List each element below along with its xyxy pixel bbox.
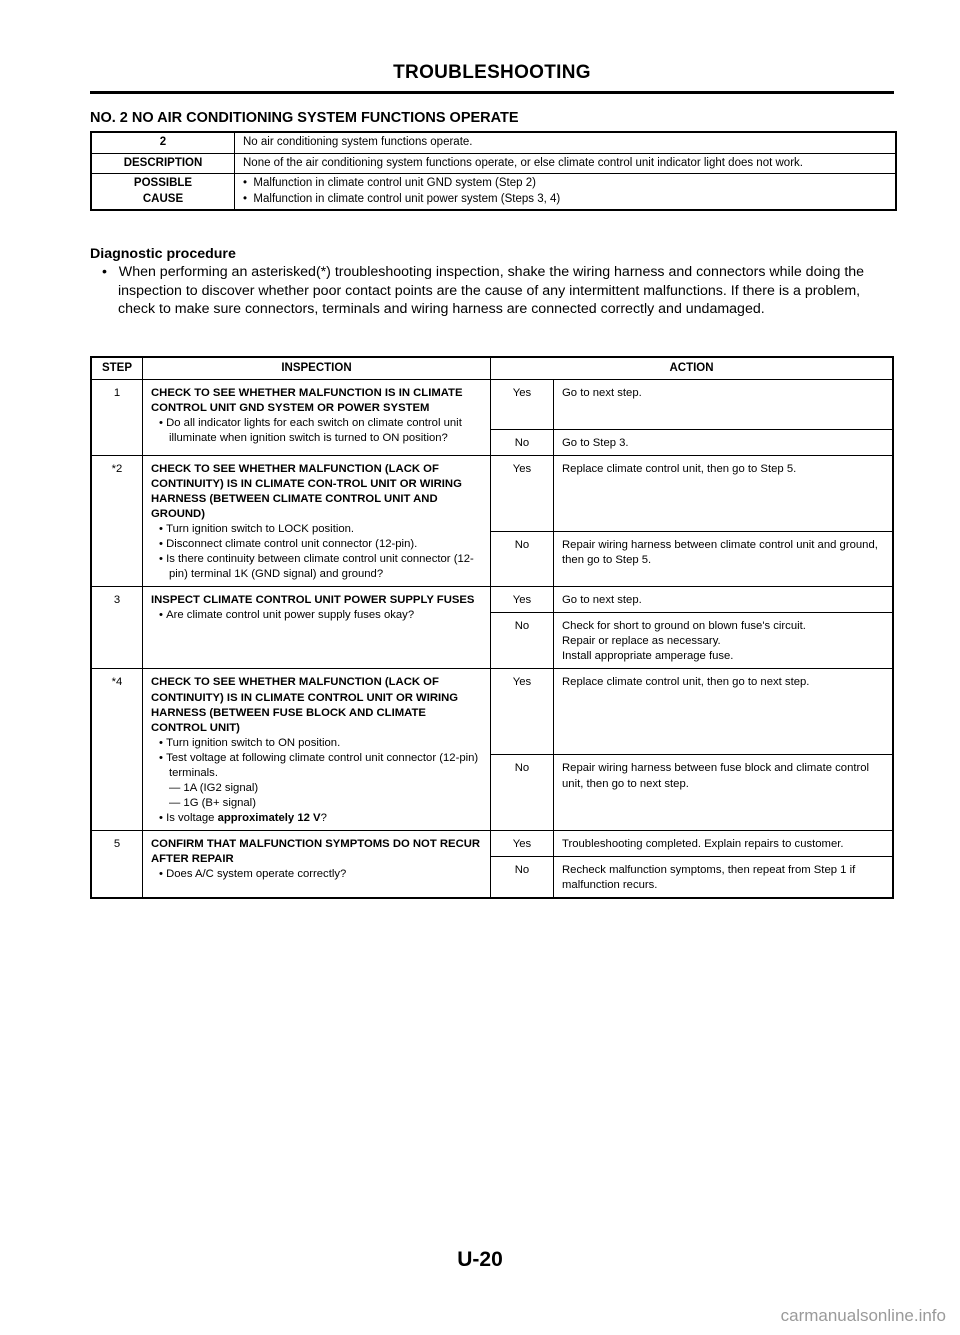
bullet-prefix: Is voltage <box>166 811 218 824</box>
inspection-bullet: • Turn ignition switch to LOCK position. <box>151 522 484 537</box>
no-action <box>554 613 894 669</box>
summary-row-description <box>91 153 896 174</box>
possible-cause-list <box>235 174 897 211</box>
no-label: No <box>491 532 554 587</box>
step-number: *2 <box>91 456 143 587</box>
no-label: No <box>491 856 554 898</box>
description-text: None of the air conditioning system functions operate, or else climate control unit indicator light does not work. <box>235 153 897 174</box>
diagnostic-note: • When performing an asterisked(*) troubleshooting inspection, shake the wiring harness and connectors while doing the inspection to discover whether poor contact points are the cause of any intermittent malfunctions. If there is a problem, check to make sure connectors, terminals and wiring harness are connected correctly and undamaged. <box>90 263 896 318</box>
inspection-bullet <box>151 811 484 826</box>
no-label: No <box>491 613 554 669</box>
step-number: 5 <box>91 830 143 898</box>
inspection-bullet: • Disconnect climate control unit connector (12-pin). <box>151 537 484 552</box>
yes-label: Yes <box>491 669 554 755</box>
cause-label-line-2: CAUSE <box>142 192 184 205</box>
no-action: Recheck malfunction symptoms, then repeat from Step 1 if malfunction recurs. <box>554 856 894 898</box>
no-action-line: Check for short to ground on blown fuse's circuit. <box>562 620 806 633</box>
diagnostic-procedure <box>90 245 896 319</box>
step-2-yes-row <box>91 456 893 532</box>
diagnostic-title: Diagnostic procedure <box>90 246 236 262</box>
inspection-bullet: • Turn ignition switch to ON position. <box>151 736 484 751</box>
procedure-header-row <box>91 357 893 380</box>
step-3-yes-row <box>91 587 893 613</box>
terminal-line: — 1G (B+ signal) <box>169 796 256 809</box>
step-inspection <box>143 669 491 830</box>
step-4-yes-row <box>91 669 893 755</box>
step-inspection <box>143 380 491 456</box>
no-action-line: Install appropriate amperage fuse. <box>562 650 734 663</box>
step-inspection <box>143 587 491 669</box>
summary-row-number <box>91 132 896 153</box>
step-inspection <box>143 456 491 587</box>
page-number: U-20 <box>457 1248 503 1271</box>
step-1-yes-row <box>91 380 893 430</box>
procedure-table <box>90 356 894 899</box>
terminal-line: — 1A (IG2 signal) <box>169 781 259 794</box>
inspection-bullet: • Do all indicator lights for each switch on climate control unit illuminate when ignition switch is turned to ON position? <box>151 416 484 446</box>
header-rule <box>90 91 894 94</box>
step-number: 3 <box>91 587 143 669</box>
summary-table <box>90 131 897 211</box>
no-action: Go to Step 3. <box>554 430 894 456</box>
header-action: ACTION <box>491 357 894 380</box>
inspection-title: INSPECT CLIMATE CONTROL UNIT POWER SUPPLY FUSES <box>151 594 475 607</box>
inspection-bullet: • Is there continuity between climate control unit connector (12-pin) terminal 1K (GND signal) and ground? <box>151 552 484 582</box>
inspection-title: CHECK TO SEE WHETHER MALFUNCTION (LACK OF CONTINUITY) IS IN CLIMATE CONTROL UNIT OR WIRING HARNESS (BETWEEN FUSE BLOCK AND CLIMATE CONTROL UNIT) <box>151 676 459 734</box>
inspection-bullet: • Are climate control unit power supply fuses okay? <box>151 608 484 623</box>
section-title: NO. 2 NO AIR CONDITIONING SYSTEM FUNCTIONS OPERATE <box>90 110 519 126</box>
yes-label: Yes <box>491 587 554 613</box>
inspection-title: CHECK TO SEE WHETHER MALFUNCTION (LACK OF CONTINUITY) IS IN CLIMATE CON-TROL UNIT OR WIRING HARNESS (BETWEEN CLIMATE CONTROL UNIT AND GROUND) <box>151 463 462 521</box>
yes-action: Troubleshooting completed. Explain repairs to customer. <box>554 830 894 856</box>
yes-action: Go to next step. <box>554 380 894 430</box>
yes-action: Replace climate control unit, then go to Step 5. <box>554 456 894 532</box>
no-action: Repair wiring harness between fuse block and climate control unit, then go to next step. <box>554 755 894 830</box>
step-5-yes-row <box>91 830 893 856</box>
cause-item: • Malfunction in climate control unit power system (Steps 3, 4) <box>243 192 887 208</box>
header-step: STEP <box>91 357 143 380</box>
summary-number-cell: 2 <box>91 132 235 153</box>
description-label: DESCRIPTION <box>91 153 235 174</box>
step-number: *4 <box>91 669 143 830</box>
cause-label-line-1: POSSIBLE <box>133 177 193 190</box>
inspection-title: CHECK TO SEE WHETHER MALFUNCTION IS IN CLIMATE CONTROL UNIT GND SYSTEM OR POWER SYSTEM <box>151 387 463 415</box>
inspection-bullet: • Test voltage at following climate control unit connector (12-pin) terminals. <box>151 751 484 781</box>
yes-label: Yes <box>491 830 554 856</box>
bullet-suffix: ? <box>320 811 327 824</box>
no-label: No <box>491 430 554 456</box>
header-inspection: INSPECTION <box>143 357 491 380</box>
inspection-bullet: • Does A/C system operate correctly? <box>151 867 484 882</box>
cause-item: • Malfunction in climate control unit GND system (Step 2) <box>243 176 887 192</box>
bullet-bold-value: approximately 12 V <box>217 811 321 824</box>
step-number: 1 <box>91 380 143 456</box>
yes-action: Go to next step. <box>554 587 894 613</box>
watermark: carmanualsonline.info <box>780 1306 946 1325</box>
yes-label: Yes <box>491 456 554 532</box>
possible-cause-label <box>91 174 235 211</box>
yes-action: Replace climate control unit, then go to next step. <box>554 669 894 755</box>
no-label: No <box>491 755 554 830</box>
no-action-line: Repair or replace as necessary. <box>562 635 721 648</box>
step-inspection <box>143 830 491 898</box>
no-action: Repair wiring harness between climate control unit and ground, then go to Step 5. <box>554 532 894 587</box>
summary-row-cause <box>91 174 896 211</box>
yes-label: Yes <box>491 380 554 430</box>
inspection-title: CONFIRM THAT MALFUNCTION SYMPTOMS DO NOT RECUR AFTER REPAIR <box>151 837 481 865</box>
page-header-title: TROUBLESHOOTING <box>393 62 591 83</box>
summary-number-text: No air conditioning system functions operate. <box>235 132 897 153</box>
